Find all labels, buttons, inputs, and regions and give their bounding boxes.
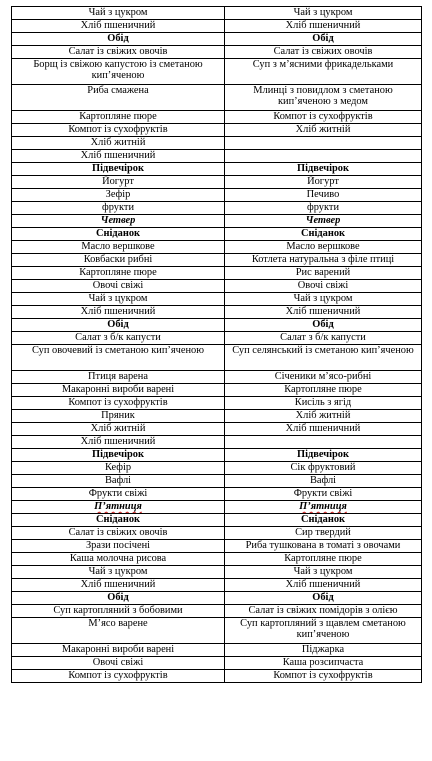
menu-cell-text: Хліб пшеничний	[80, 306, 156, 317]
menu-row	[12, 228, 422, 241]
menu-cell-text: Кефір	[104, 462, 132, 473]
menu-row	[12, 163, 422, 176]
menu-cell-right	[225, 189, 422, 202]
menu-cell-right	[225, 150, 422, 163]
menu-cell-left	[12, 566, 225, 579]
menu-cell-text: Підвечірок	[92, 163, 144, 174]
menu-cell-left	[12, 59, 225, 85]
menu-cell-right	[225, 527, 422, 540]
menu-cell-right	[225, 501, 422, 514]
menu-cell-right	[225, 59, 422, 85]
menu-cell-text: Макаронні вироби варені	[61, 384, 175, 395]
menu-row	[12, 527, 422, 540]
menu-cell-right	[225, 7, 422, 20]
menu-cell-left	[12, 657, 225, 670]
menu-cell-text: Хліб пшеничний	[285, 20, 361, 31]
menu-cell-left	[12, 254, 225, 267]
menu-cell-left	[12, 163, 225, 176]
menu-cell-right	[225, 618, 422, 644]
menu-cell-text: Хліб житній	[295, 410, 351, 421]
menu-cell-text: Чай з цукром	[293, 7, 353, 18]
menu-cell-text: Чай з цукром	[293, 566, 353, 577]
menu-cell-text: Суп картопляний з бобовими	[53, 605, 183, 616]
menu-cell-left	[12, 605, 225, 618]
menu-cell-text: Сніданок	[301, 228, 345, 239]
menu-cell-text: Фрукти свіжі	[88, 488, 148, 499]
menu-cell-left	[12, 228, 225, 241]
menu-row	[12, 176, 422, 189]
menu-cell-right	[225, 605, 422, 618]
menu-cell-left	[12, 46, 225, 59]
menu-cell-text: Йогурт	[102, 176, 134, 187]
menu-cell-right	[225, 345, 422, 371]
menu-row	[12, 20, 422, 33]
menu-cell-text: Компот із сухофруктів	[273, 111, 373, 122]
menu-cell-left	[12, 176, 225, 189]
menu-cell-left	[12, 488, 225, 501]
menu-cell-text: Салат із свіжих помідорів з олією	[248, 605, 398, 616]
menu-cell-text: Ковбаски рибні	[83, 254, 153, 265]
menu-cell-left	[12, 241, 225, 254]
menu-row	[12, 462, 422, 475]
menu-cell-right	[225, 514, 422, 527]
menu-cell-left	[12, 501, 225, 514]
menu-cell-left	[12, 553, 225, 566]
menu-cell-text: Суп картопляний з щавлем сметаною кип’яченою	[240, 618, 406, 641]
menu-cell-text: Риба смажена	[87, 85, 149, 96]
menu-cell-right	[225, 306, 422, 319]
menu-cell-text: Сніданок	[301, 514, 345, 525]
menu-row	[12, 280, 422, 293]
menu-cell-text: Птиця варена	[88, 371, 148, 382]
menu-cell-text: Сніданок	[96, 514, 140, 525]
menu-cell-text: Суп з м’ясними фрикадельками	[252, 59, 394, 70]
menu-cell-text: Компот із сухофруктів	[68, 397, 168, 408]
menu-cell-right	[225, 566, 422, 579]
menu-cell-text: Суп селянський із сметаною кип’яченою	[232, 345, 414, 356]
menu-row	[12, 553, 422, 566]
menu-cell-text: Масло вершкове	[286, 241, 360, 252]
menu-cell-left	[12, 436, 225, 449]
menu-row	[12, 384, 422, 397]
menu-cell-text: Хліб пшеничний	[80, 436, 156, 447]
menu-cell-text: Чай з цукром	[293, 293, 353, 304]
menu-row	[12, 397, 422, 410]
menu-cell-text: Обід	[312, 319, 334, 330]
menu-row	[12, 514, 422, 527]
menu-row	[12, 111, 422, 124]
menu-cell-text: Четвер	[305, 215, 341, 226]
menu-cell-text: Картопляне пюре	[284, 384, 362, 395]
menu-cell-left	[12, 345, 225, 371]
menu-row	[12, 293, 422, 306]
menu-cell-right	[225, 553, 422, 566]
menu-cell-text: Масло вершкове	[81, 241, 155, 252]
menu-row	[12, 423, 422, 436]
menu-row	[12, 202, 422, 215]
menu-cell-right	[225, 436, 422, 449]
menu-cell-left	[12, 306, 225, 319]
menu-cell-left	[12, 7, 225, 20]
menu-row	[12, 449, 422, 462]
menu-cell-right	[225, 124, 422, 137]
menu-cell-right	[225, 332, 422, 345]
menu-row	[12, 475, 422, 488]
menu-cell-right	[225, 397, 422, 410]
menu-cell-left	[12, 137, 225, 150]
menu-cell-text: Хліб пшеничний	[285, 306, 361, 317]
menu-cell-right	[225, 33, 422, 46]
menu-cell-text: Овочі свіжі	[297, 280, 349, 291]
menu-cell-right	[225, 137, 422, 150]
menu-cell-left	[12, 579, 225, 592]
menu-cell-text: Салат із свіжих овочів	[68, 46, 168, 57]
menu-cell-left	[12, 592, 225, 605]
menu-cell-text: Риба тушкована в томаті з овочами	[245, 540, 401, 551]
menu-cell-right	[225, 254, 422, 267]
menu-cell-text: Обід	[312, 592, 334, 603]
menu-cell-text: Підвечірок	[92, 449, 144, 460]
menu-cell-left	[12, 33, 225, 46]
menu-row	[12, 267, 422, 280]
menu-row	[12, 605, 422, 618]
menu-row	[12, 436, 422, 449]
menu-row	[12, 124, 422, 137]
menu-cell-text: Компот із сухофруктів	[68, 124, 168, 135]
menu-cell-text: Обід	[107, 319, 129, 330]
menu-row	[12, 85, 422, 111]
menu-cell-text: Підвечірок	[297, 449, 349, 460]
menu-cell-left	[12, 189, 225, 202]
menu-row	[12, 59, 422, 85]
menu-cell-right	[225, 449, 422, 462]
menu-table	[11, 6, 422, 683]
menu-cell-left	[12, 540, 225, 553]
menu-cell-right	[225, 293, 422, 306]
menu-cell-right	[225, 540, 422, 553]
menu-cell-left	[12, 397, 225, 410]
menu-cell-text: Хліб пшеничний	[80, 150, 156, 161]
menu-cell-right	[225, 670, 422, 683]
menu-cell-text: Борщ із свіжою капустою із сметаною кип’яченою	[33, 59, 203, 82]
menu-cell-text: Картопляне пюре	[79, 111, 157, 122]
menu-cell-left	[12, 462, 225, 475]
menu-cell-left	[12, 514, 225, 527]
menu-cell-right	[225, 657, 422, 670]
menu-cell-right	[225, 280, 422, 293]
menu-cell-text: Зефір	[105, 189, 131, 200]
menu-cell-text: Хліб пшеничний	[80, 579, 156, 590]
menu-cell-text: Овочі свіжі	[92, 280, 144, 291]
menu-cell-text: Салат з б/к капусти	[280, 332, 366, 343]
menu-cell-left	[12, 280, 225, 293]
menu-cell-right	[225, 46, 422, 59]
menu-cell-text: Четвер	[100, 215, 136, 226]
menu-row	[12, 410, 422, 423]
menu-cell-text: фрукти	[102, 202, 134, 213]
menu-cell-left	[12, 20, 225, 33]
menu-cell-right	[225, 319, 422, 332]
menu-cell-text: Каша розсипчаста	[282, 657, 364, 668]
menu-cell-text: П’ятниця	[94, 501, 142, 512]
menu-row	[12, 241, 422, 254]
menu-row	[12, 189, 422, 202]
menu-cell-text: Хліб житній	[90, 423, 146, 434]
menu-cell-left	[12, 410, 225, 423]
menu-row	[12, 566, 422, 579]
menu-cell-right	[225, 176, 422, 189]
menu-cell-right	[225, 111, 422, 124]
menu-row	[12, 657, 422, 670]
menu-cell-text: Компот із сухофруктів	[273, 670, 373, 681]
menu-row	[12, 254, 422, 267]
menu-cell-left	[12, 527, 225, 540]
menu-cell-text: Суп овочевий із сметаною кип’яченою	[32, 345, 204, 356]
menu-row	[12, 670, 422, 683]
menu-cell-left	[12, 644, 225, 657]
menu-row	[12, 319, 422, 332]
menu-cell-left	[12, 423, 225, 436]
menu-cell-right	[225, 410, 422, 423]
menu-cell-text: Січеники м’ясо-рибні	[274, 371, 372, 382]
menu-cell-text: Сніданок	[96, 228, 140, 239]
menu-row	[12, 618, 422, 644]
menu-cell-text: Печиво	[306, 189, 340, 200]
menu-cell-text: Хліб пшеничний	[285, 423, 361, 434]
menu-cell-right	[225, 202, 422, 215]
menu-row	[12, 150, 422, 163]
menu-cell-text: Підвечірок	[297, 163, 349, 174]
menu-cell-left	[12, 384, 225, 397]
menu-row	[12, 7, 422, 20]
menu-cell-right	[225, 423, 422, 436]
menu-row	[12, 592, 422, 605]
menu-cell-text: Чай з цукром	[88, 566, 148, 577]
menu-row	[12, 137, 422, 150]
menu-cell-right	[225, 592, 422, 605]
menu-cell-left	[12, 111, 225, 124]
menu-cell-text: Картопляне пюре	[284, 553, 362, 564]
menu-cell-right	[225, 579, 422, 592]
menu-cell-text: Сир твердий	[295, 527, 351, 538]
menu-cell-right	[225, 215, 422, 228]
menu-cell-text: Каша молочна рисова	[69, 553, 167, 564]
menu-cell-text: Хліб житній	[90, 137, 146, 148]
menu-cell-left	[12, 332, 225, 345]
menu-cell-text: Обід	[312, 33, 334, 44]
menu-row	[12, 215, 422, 228]
menu-cell-text: Сік фруктовий	[290, 462, 356, 473]
menu-cell-left	[12, 215, 225, 228]
menu-cell-left	[12, 449, 225, 462]
menu-cell-right	[225, 371, 422, 384]
menu-cell-text: Зрази посічені	[85, 540, 151, 551]
menu-cell-text: Овочі свіжі	[92, 657, 144, 668]
menu-cell-text: П’ятниця	[299, 501, 347, 512]
menu-cell-right	[225, 241, 422, 254]
menu-cell-right	[225, 462, 422, 475]
menu-cell-text: Картопляне пюре	[79, 267, 157, 278]
menu-cell-text: Салат із свіжих овочів	[68, 527, 168, 538]
menu-row	[12, 371, 422, 384]
menu-cell-left	[12, 618, 225, 644]
menu-cell-text: Кисіль з ягід	[294, 397, 352, 408]
menu-cell-text: Хліб пшеничний	[285, 579, 361, 590]
menu-cell-text: Рис варений	[295, 267, 351, 278]
menu-cell-left	[12, 319, 225, 332]
menu-cell-text: Обід	[107, 33, 129, 44]
menu-cell-right	[225, 20, 422, 33]
menu-cell-left	[12, 202, 225, 215]
menu-table-body	[12, 7, 422, 683]
menu-cell-text: Салат з б/к капусти	[75, 332, 161, 343]
menu-cell-text: М’ясо варене	[88, 618, 148, 629]
menu-cell-text: Салат із свіжих овочів	[273, 46, 373, 57]
menu-row	[12, 644, 422, 657]
menu-cell-text: Піджарка	[301, 644, 345, 655]
menu-row	[12, 488, 422, 501]
menu-cell-text: Хліб пшеничний	[80, 20, 156, 31]
menu-row	[12, 540, 422, 553]
menu-cell-right	[225, 267, 422, 280]
menu-row	[12, 332, 422, 345]
menu-cell-left	[12, 150, 225, 163]
menu-cell-text: Макаронні вироби варені	[61, 644, 175, 655]
menu-cell-left	[12, 670, 225, 683]
menu-cell-right	[225, 163, 422, 176]
menu-cell-left	[12, 267, 225, 280]
menu-row	[12, 501, 422, 514]
menu-cell-text: Млинці з повидлом з сметаною кип’яченою з медом	[253, 85, 393, 108]
menu-cell-text: Чай з цукром	[88, 293, 148, 304]
menu-row	[12, 46, 422, 59]
menu-cell-text: Пряник	[101, 410, 135, 421]
menu-cell-left	[12, 475, 225, 488]
menu-cell-text: Фрукти свіжі	[293, 488, 353, 499]
menu-row	[12, 33, 422, 46]
menu-row	[12, 579, 422, 592]
menu-cell-right	[225, 384, 422, 397]
menu-cell-right	[225, 475, 422, 488]
menu-cell-left	[12, 371, 225, 384]
menu-cell-right	[225, 85, 422, 111]
menu-cell-text: Котлета натуральна з філе птиці	[251, 254, 395, 265]
menu-cell-left	[12, 124, 225, 137]
menu-cell-left	[12, 85, 225, 111]
menu-cell-right	[225, 644, 422, 657]
menu-cell-text: Вафлі	[309, 475, 337, 486]
menu-cell-left	[12, 293, 225, 306]
menu-cell-text: Обід	[107, 592, 129, 603]
menu-row	[12, 345, 422, 371]
menu-cell-text: Чай з цукром	[88, 7, 148, 18]
menu-cell-text: Йогурт	[307, 176, 339, 187]
menu-cell-right	[225, 488, 422, 501]
menu-cell-text: Хліб житній	[295, 124, 351, 135]
menu-cell-text: Компот із сухофруктів	[68, 670, 168, 681]
menu-cell-text: Вафлі	[104, 475, 132, 486]
menu-cell-right	[225, 228, 422, 241]
menu-row	[12, 306, 422, 319]
menu-cell-text: фрукти	[307, 202, 339, 213]
